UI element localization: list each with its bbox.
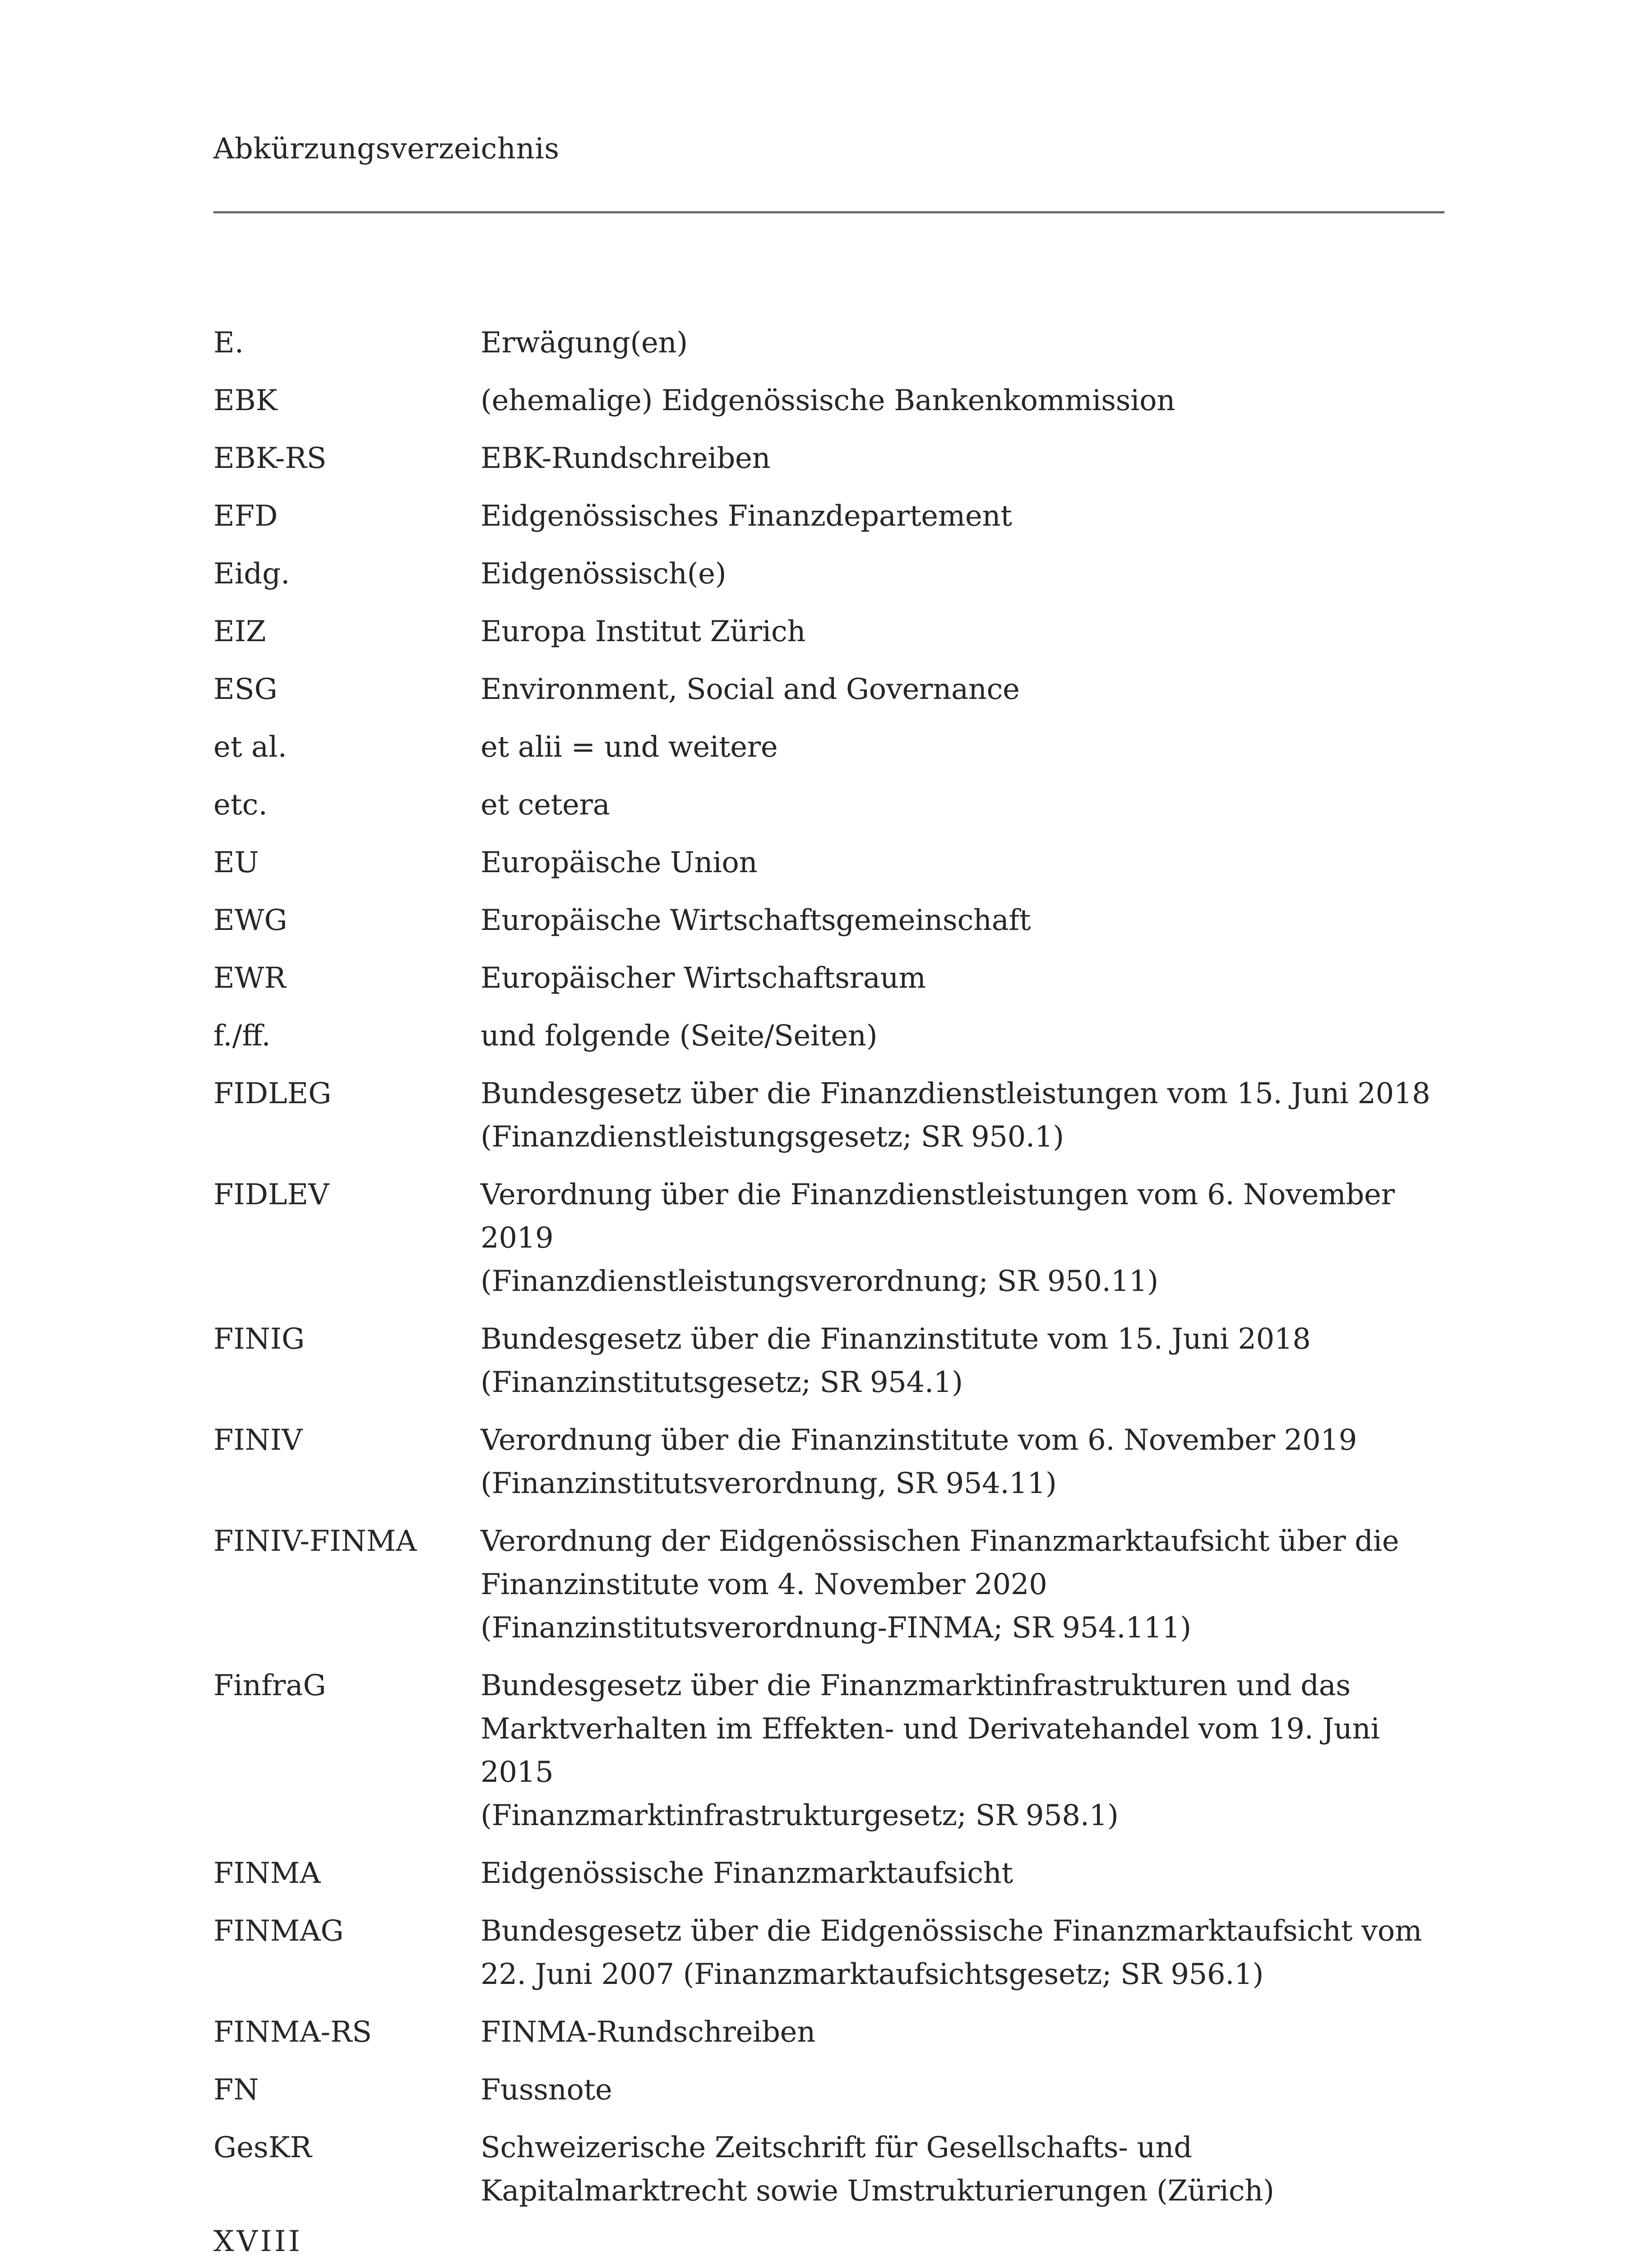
abbreviation-term: EWG (213, 904, 287, 937)
abbreviation-definition: Verordnung über die Finanzdienstleistungen vom 6. November 2019 (Finanzdienstleistungsverordnung; SR 950.11) (481, 1178, 1395, 1298)
abbreviation-entry (213, 1014, 1459, 1058)
abbreviation-entry (213, 495, 1459, 538)
abbreviation-term: FINMA-RS (213, 2016, 372, 2049)
abbreviation-term: et al. (213, 730, 287, 764)
header-divider (213, 211, 1444, 213)
abbreviation-term: FINMAG (213, 1914, 344, 1948)
abbreviation-term: EIZ (213, 615, 266, 648)
abbreviation-term: etc. (213, 788, 268, 822)
abbreviation-entry (213, 2068, 1459, 2112)
page-number: XVIII (213, 2225, 303, 2256)
abbreviation-definition: Environment, Social and Governance (481, 673, 1020, 706)
abbreviation-definition: et cetera (481, 788, 610, 822)
abbreviation-term: EBK (213, 384, 278, 417)
abbreviation-entry (213, 437, 1459, 480)
abbreviation-definition: Verordnung der Eidgenössischen Finanzmarktaufsicht über die Finanzinstitute vom 4. November 2020 (Finanzinstitutsverordnung-FINMA; SR 954.111) (481, 1525, 1399, 1645)
abbreviation-term: FINIV-FINMA (213, 1525, 417, 1558)
abbreviation-entry (213, 783, 1459, 827)
abbreviation-term: FN (213, 2073, 259, 2107)
abbreviation-list (213, 321, 1459, 2227)
abbreviation-entry (213, 1852, 1459, 1895)
abbreviation-definition: et alii = und weitere (481, 730, 778, 764)
abbreviation-definition: Eidgenössisches Finanzdepartement (481, 499, 1012, 533)
abbreviation-entry (213, 957, 1459, 1000)
abbreviation-term: GesKR (213, 2131, 312, 2164)
abbreviation-entry (213, 726, 1459, 769)
abbreviation-definition: Eidgenössisch(e) (481, 557, 727, 591)
abbreviation-term: EU (213, 846, 259, 879)
abbreviation-definition: Europäische Wirtschaftsgemeinschaft (481, 904, 1031, 937)
abbreviation-definition: Bundesgesetz über die Finanzmarktinfrastrukturen und das Marktverhalten im Effekten- und Derivatehandel vom 19. Juni 2015 (Finanzmarktinfrastrukturgesetz; SR 958.1) (481, 1669, 1380, 1832)
abbreviation-definition: Bundesgesetz über die Eidgenössische Finanzmarktaufsicht vom 22. Juni 2007 (Finanzmarktaufsichtsgesetz; SR 956.1) (481, 1914, 1422, 1991)
abbreviation-entry (213, 1520, 1459, 1650)
abbreviation-definition: Bundesgesetz über die Finanzdienstleistungen vom 15. Juni 2018 (Finanzdienstleistungsgesetz; SR 950.1) (481, 1077, 1430, 1154)
abbreviation-term: EFD (213, 499, 278, 533)
abbreviation-entry (213, 2126, 1459, 2213)
abbreviation-entry (213, 1072, 1459, 1159)
abbreviation-term: FinfraG (213, 1669, 326, 1702)
abbreviation-definition: Fussnote (481, 2073, 612, 2107)
abbreviation-term: Eidg. (213, 557, 290, 591)
abbreviation-entry (213, 379, 1459, 422)
abbreviation-entry (213, 1318, 1459, 1404)
abbreviation-term: FIDLEV (213, 1178, 329, 1211)
abbreviation-entry (213, 668, 1459, 711)
abbreviation-definition: Verordnung über die Finanzinstitute vom 6. November 2019 (Finanzinstitutsverordnung, SR 954.11) (481, 1424, 1357, 1500)
abbreviation-definition: Europäische Union (481, 846, 758, 879)
abbreviation-entry (213, 2011, 1459, 2054)
abbreviation-term: ESG (213, 673, 278, 706)
abbreviation-definition: EBK-Rundschreiben (481, 442, 771, 475)
abbreviation-entry (213, 841, 1459, 884)
abbreviation-entry (213, 1909, 1459, 1996)
abbreviation-term: FINMA (213, 1857, 321, 1890)
abbreviation-entry (213, 610, 1459, 653)
abbreviation-entry (213, 899, 1459, 942)
abbreviation-term: FINIV (213, 1424, 303, 1457)
abbreviation-entry (213, 552, 1459, 596)
abbreviation-term: E. (213, 326, 244, 360)
abbreviation-definition: Europa Institut Zürich (481, 615, 806, 648)
abbreviation-definition: und folgende (Seite/Seiten) (481, 1019, 878, 1053)
abbreviation-term: FIDLEG (213, 1077, 332, 1110)
abbreviation-entry (213, 321, 1459, 365)
abbreviation-entry (213, 1419, 1459, 1505)
abbreviation-definition: Europäischer Wirtschaftsraum (481, 962, 926, 995)
abbreviation-definition: Eidgenössische Finanzmarktaufsicht (481, 1857, 1013, 1890)
abbreviation-entry (213, 1664, 1459, 1837)
abbreviation-term: EBK-RS (213, 442, 327, 475)
abbreviation-term: f./ff. (213, 1019, 271, 1053)
abbreviation-definition: (ehemalige) Eidgenössische Bankenkommission (481, 384, 1175, 417)
abbreviation-definition: Schweizerische Zeitschrift für Gesellschafts- und Kapitalmarktrecht sowie Umstrukturierungen (Zürich) (481, 2131, 1274, 2208)
abbreviation-definition: FINMA-Rundschreiben (481, 2016, 815, 2049)
running-header: Abkürzungsverzeichnis (213, 132, 560, 166)
abbreviation-entry (213, 1173, 1459, 1303)
abbreviation-term: EWR (213, 962, 286, 995)
abbreviation-definition: Erwägung(en) (481, 326, 688, 360)
abbreviation-term: FINIG (213, 1322, 305, 1356)
abbreviation-definition: Bundesgesetz über die Finanzinstitute vom 15. Juni 2018 (Finanzinstitutsgesetz; SR 954.1) (481, 1322, 1311, 1399)
